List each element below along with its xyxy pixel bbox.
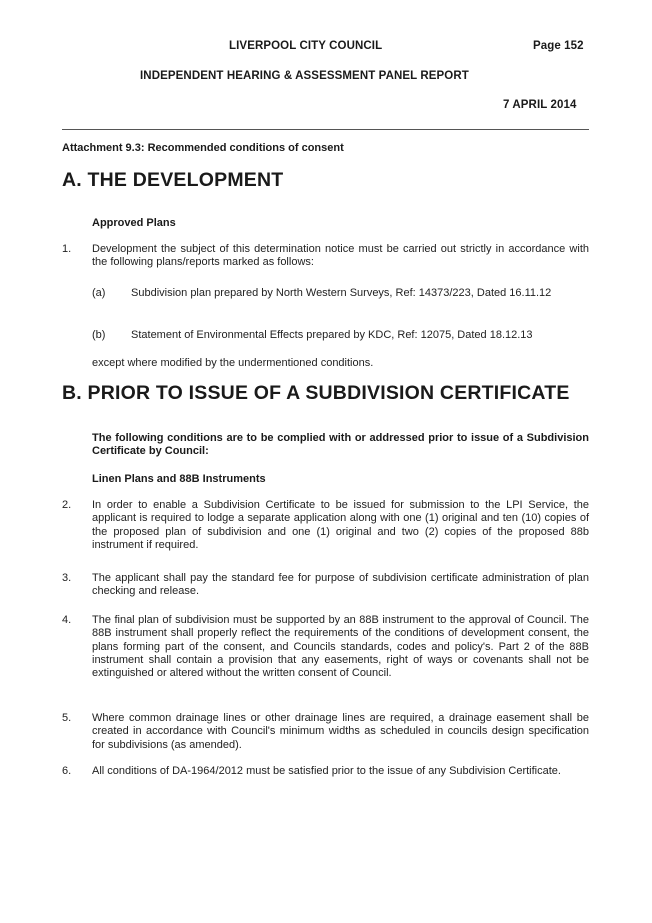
item-number: 6. xyxy=(62,765,72,777)
item-number: 2. xyxy=(62,499,72,511)
header-divider xyxy=(62,129,589,130)
approved-plans-heading: Approved Plans xyxy=(92,217,176,229)
item-number: 1. xyxy=(62,243,72,255)
attachment-title: Attachment 9.3: Recommended conditions of consent xyxy=(62,142,344,154)
section-b-intro: The following conditions are to be complied with or addressed prior to issue of a Subdivision Certificate by Council: xyxy=(92,432,589,458)
section-b-heading: B. PRIOR TO ISSUE OF A SUBDIVISION CERTIFICATE xyxy=(62,382,570,404)
page-number: Page 152 xyxy=(533,40,584,52)
item-text: Where common drainage lines or other drainage lines are required, a drainage easement shall be created in accordance with Council's minimum widths as scheduled in councils design specification for subdivisions (as amended). xyxy=(92,712,589,751)
item-text: All conditions of DA-1964/2012 must be satisfied prior to the issue of any Subdivision Certificate. xyxy=(92,765,561,777)
section-a-heading: A. THE DEVELOPMENT xyxy=(62,169,284,191)
sub-item-label: (a) xyxy=(92,287,106,299)
item-number: 5. xyxy=(62,712,72,724)
item-text: In order to enable a Subdivision Certificate to be issued for submission to the LPI Service, the applicant is required to lodge a separate application along with one (1) original and ten (10) copies of the proposed plan of subdivision and one (1) original and two (2) copies of the proposed 88b instrument if required. xyxy=(92,499,589,551)
sub-item-text: Subdivision plan prepared by North Western Surveys, Ref: 14373/223, Dated 16.11.12 xyxy=(131,287,552,299)
item-closing-text: except where modified by the undermentioned conditions. xyxy=(92,357,374,369)
report-title: INDEPENDENT HEARING & ASSESSMENT PANEL REPORT xyxy=(140,70,469,82)
linen-plans-heading: Linen Plans and 88B Instruments xyxy=(92,473,266,485)
item-text: The final plan of subdivision must be supported by an 88B instrument to the approval of Council. The 88B instrument shall properly reflect the requirements of the conditions of development consent, the plans forming part of the consent, and Councils standards, codes and policy's. Part 2 of the 88B instrument shall contain a provision that any easements, right of ways or covenants shall not be extinguished or altered without the written consent of Council. xyxy=(92,614,589,680)
report-date: 7 APRIL 2014 xyxy=(503,99,577,111)
item-text: Development the subject of this determination notice must be carried out strictly in accordance with the following plans/reports marked as follows: xyxy=(92,243,589,269)
sub-item-text: Statement of Environmental Effects prepared by KDC, Ref: 12075, Dated 18.12.13 xyxy=(131,329,533,341)
item-text: The applicant shall pay the standard fee for purpose of subdivision certificate administration of plan checking and release. xyxy=(92,572,589,598)
sub-item-label: (b) xyxy=(92,329,106,341)
item-number: 3. xyxy=(62,572,72,584)
council-name: LIVERPOOL CITY COUNCIL xyxy=(229,40,383,52)
item-number: 4. xyxy=(62,614,72,626)
